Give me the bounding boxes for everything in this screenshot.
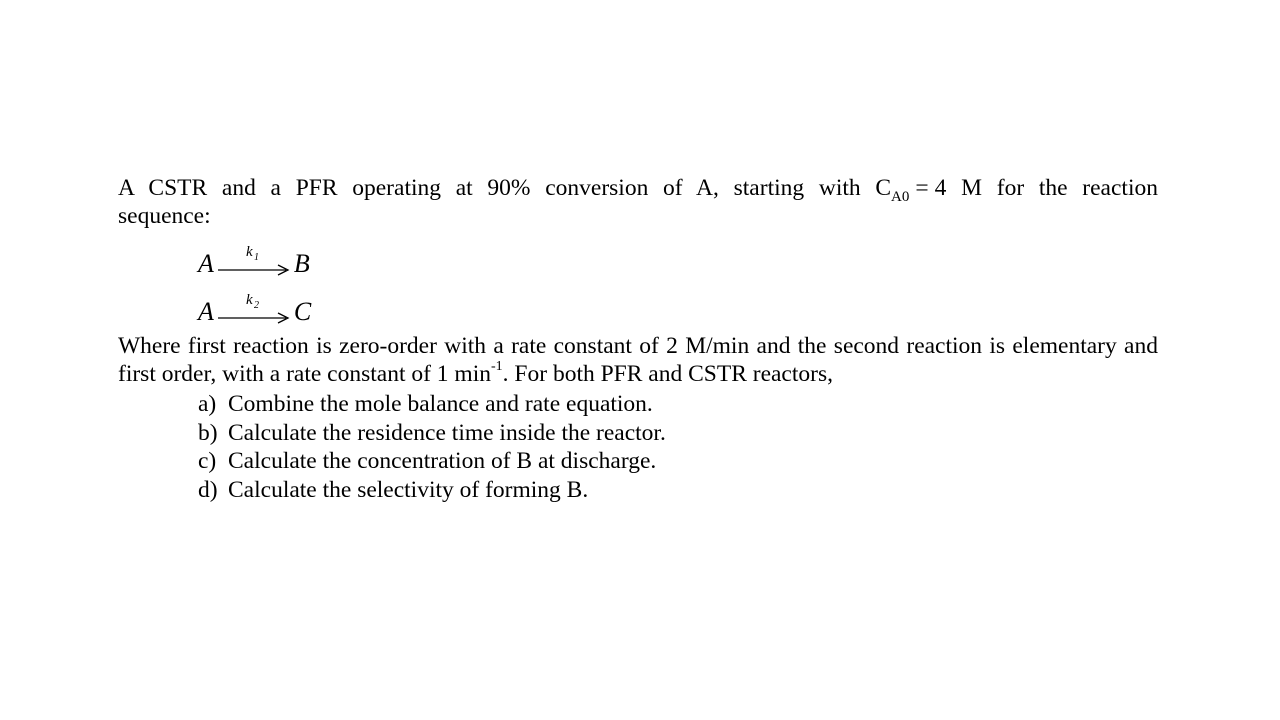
reaction-2 [198, 284, 311, 328]
problem-intro [118, 174, 1158, 230]
list-item-text: Calculate the selectivity of forming B. [228, 476, 589, 503]
reaction-2-arrow-icon [216, 288, 292, 328]
reaction-1-reactant: A [198, 249, 214, 278]
reaction-1-product: B [293, 249, 310, 278]
reaction-1 [198, 236, 310, 280]
conditions-text: Where first reaction is zero-order with a rate constant of 2 M/min and the second reaction is elementary and first order, with a rate constant of 1 min [118, 333, 1158, 387]
reaction-sequence [198, 236, 1158, 332]
reaction-1-rate-constant: k [245, 244, 253, 260]
reaction-1-arrow-icon [216, 240, 292, 280]
list-item-marker: b) [198, 419, 218, 446]
list-item [198, 476, 1158, 505]
list-item [198, 447, 1158, 476]
list-item-text: Combine the mole balance and rate equation. [228, 391, 653, 417]
task-list [198, 390, 1158, 504]
concentration-subscript: A0 [891, 189, 910, 205]
problem-statement [118, 174, 1158, 504]
unit-exponent: -1 [491, 359, 503, 375]
equals-sign: = [915, 175, 929, 201]
list-item [198, 419, 1158, 448]
intro-text: A CSTR and a PFR operating at 90% conversion of A, starting with C [118, 175, 892, 201]
reaction-2-rate-constant-index: 2 [253, 300, 259, 311]
list-item [198, 390, 1158, 419]
reaction-2-product: C [293, 297, 312, 326]
reaction-2-rate-constant: k [245, 292, 253, 308]
list-item-text: Calculate the residence time inside the reactor. [228, 419, 666, 446]
list-item-marker: a) [198, 391, 217, 417]
conditions-text-end: . For both PFR and CSTR reactors, [502, 361, 833, 387]
list-item-marker: c) [198, 448, 217, 474]
problem-conditions [118, 332, 1158, 388]
list-item-text: Calculate the concentration of B at discharge. [228, 448, 657, 474]
reaction-1-rate-constant-index: 1 [253, 252, 259, 263]
list-item-marker: d) [198, 476, 218, 503]
intro-text-end: 4 M for the reaction sequence: [118, 175, 1158, 229]
reaction-2-reactant: A [198, 297, 214, 326]
